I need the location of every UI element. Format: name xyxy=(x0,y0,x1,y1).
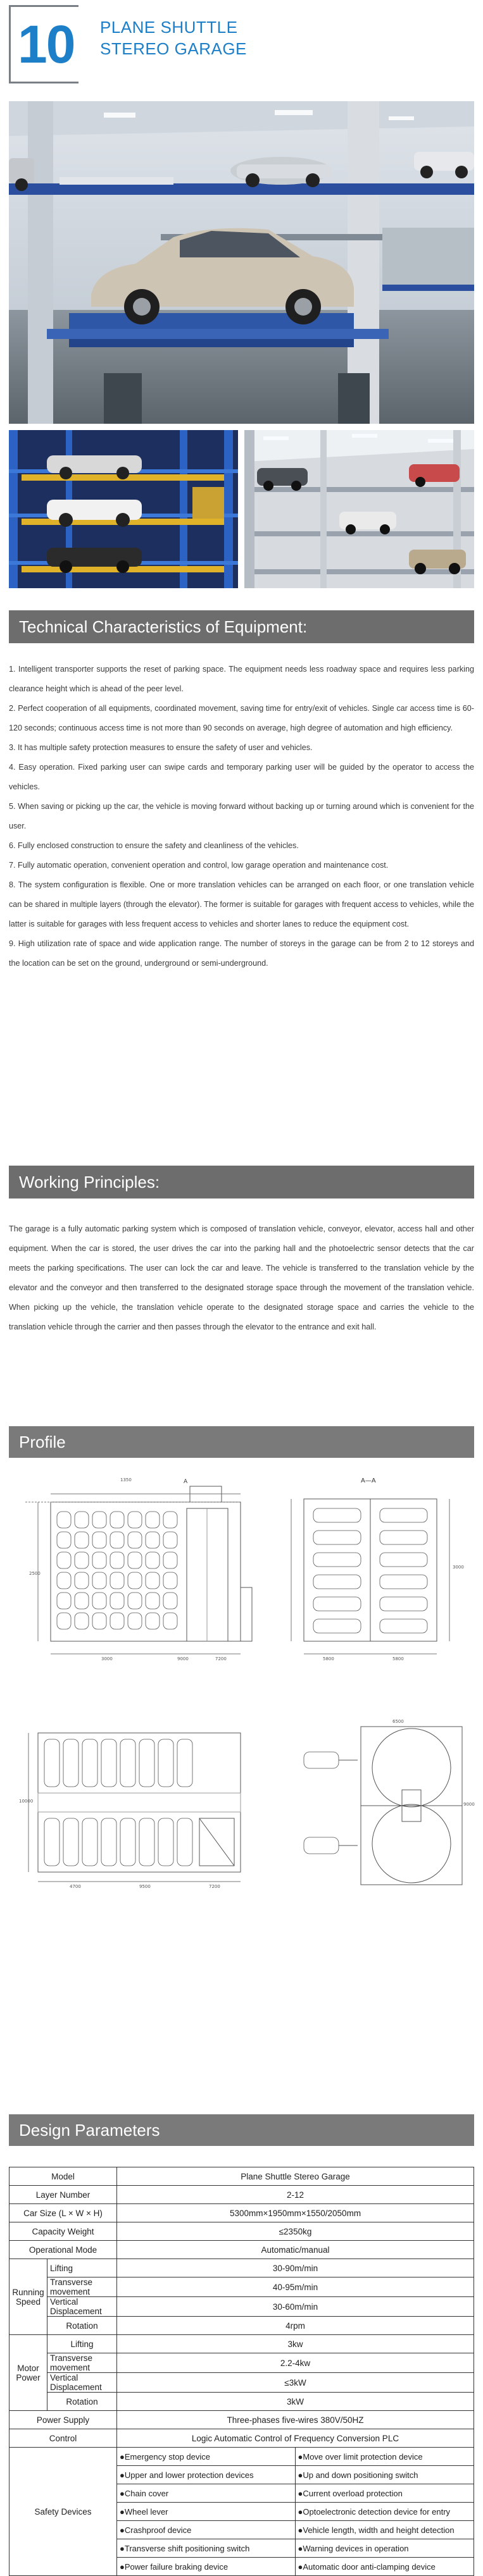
svg-text:7200: 7200 xyxy=(215,1656,227,1661)
param-label: Transverse movement xyxy=(47,2277,117,2297)
title-line-2: STEREO GARAGE xyxy=(100,39,247,58)
list-item: 9. High utilization rate of space and wide application range. The number of storeys in the garage can be from 2 to 12 storeys and the location can be set on the ground, underground or semi-underground. xyxy=(9,939,474,968)
svg-text:3000: 3000 xyxy=(453,1565,464,1570)
safety-item: ● Wheel lever xyxy=(117,2503,296,2521)
param-label: Operational Mode xyxy=(9,2241,117,2259)
safety-item: ● Automatic door anti-clamping device xyxy=(298,2561,436,2572)
section-view-label: A—A xyxy=(361,1477,376,1484)
safety-item: ● Optoelectronic detection device for entry xyxy=(296,2503,474,2521)
design-parameters-table xyxy=(9,2167,474,2576)
svg-text:3000: 3000 xyxy=(101,1656,113,1661)
title-line-1: PLANE SHUTTLE xyxy=(100,18,238,37)
profile-section-header: Profile xyxy=(9,1426,474,1458)
list-item: 5. When saving or picking up the car, the vehicle is moving forward without backing up or turning around which is convenient for the user. xyxy=(9,802,474,830)
table-row xyxy=(9,2373,474,2393)
list-item: 3. It has multiple safety protection measures to ensure the safety of user and vehicles. xyxy=(9,743,313,752)
rotating-hall-drawing xyxy=(298,1714,475,1891)
param-label: Rotation xyxy=(47,2317,117,2335)
table-row xyxy=(9,2241,474,2259)
svg-text:5800: 5800 xyxy=(323,1656,334,1661)
param-label: Control xyxy=(9,2429,117,2448)
safety-item: ● Upper and lower protection devices xyxy=(117,2466,296,2484)
table-row xyxy=(9,2277,474,2297)
param-label: Vertical Displacement xyxy=(47,2297,117,2317)
technical-section-header: Technical Characteristics of Equipment: xyxy=(9,610,474,643)
table-row xyxy=(9,2317,474,2335)
group-label: Motor Power xyxy=(9,2335,47,2411)
param-label: Power Supply xyxy=(9,2411,117,2429)
working-paragraph: The garage is a fully automatic parking system which is composed of translation vehicle, conveyor, elevator, access hall and other equipment. When the car is stored, the user drives the car into the parking hall and the photoelectric sensor detects that the car meets the parking specifications. The user can lock the car and leave. The vehicle is transferred to the translation vehicle by the elevator and the conveyor and then transferred to the designated storage space through the movement of the translation vehicle. When picking up the vehicle, the translation vehicle operate to the designated storage space and carries the vehicle to the translation vehicle through the carrier and then passes through the elevator to the entrance and exit hall. xyxy=(9,1224,474,1331)
param-value: Plane Shuttle Stereo Garage xyxy=(117,2167,474,2186)
param-label: Layer Number xyxy=(9,2186,117,2204)
safety-item: ● Emergency stop device xyxy=(117,2448,296,2466)
safety-item: ● Vehicle length, width and height detection xyxy=(296,2521,474,2539)
group-label: Running Speed xyxy=(9,2259,47,2335)
svg-text:9000: 9000 xyxy=(463,1802,475,1807)
table-row xyxy=(9,2259,474,2277)
param-value: 2-12 xyxy=(117,2186,474,2204)
safety-item: ● Transverse shift positioning switch xyxy=(117,2539,296,2558)
svg-text:9500: 9500 xyxy=(139,1884,151,1889)
list-item: 7. Fully automatic operation, convenient operation and control, low garage operation and maintenance cost. xyxy=(9,861,389,870)
param-label: Rotation xyxy=(47,2393,117,2411)
param-value: 4rpm xyxy=(117,2317,474,2335)
table-row xyxy=(9,2204,474,2222)
safety-item: ● Up and down positioning switch xyxy=(296,2466,474,2484)
table-row xyxy=(9,2297,474,2317)
svg-text:1350: 1350 xyxy=(120,1477,132,1482)
working-section-header: Working Principles: xyxy=(9,1166,474,1199)
list-item: 6. Fully enclosed construction to ensure the safety and cleanliness of the vehicles. xyxy=(9,841,299,850)
param-value: 2.2-4kw xyxy=(117,2353,474,2373)
plan-view-drawing xyxy=(19,1714,272,1891)
param-label: Vertical Displacement xyxy=(47,2373,117,2393)
list-item: 1. Intelligent transporter supports the reset of parking space. The equipment needs less roadway space and requires less parking clearance height which is ahead of the peer level. xyxy=(9,665,474,693)
param-label: Transverse movement xyxy=(47,2353,117,2373)
safety-item: ● Chain cover xyxy=(117,2484,296,2503)
table-row xyxy=(9,2222,474,2241)
param-value: ≤3kW xyxy=(117,2373,474,2393)
table-row xyxy=(9,2167,474,2186)
svg-text:10000: 10000 xyxy=(19,1799,34,1804)
section-number: 10 xyxy=(18,15,75,74)
param-label: Model xyxy=(9,2167,117,2186)
safety-item: ● Move over limit protection device xyxy=(296,2448,474,2466)
param-label: Lifting xyxy=(47,2335,117,2353)
svg-text:2500: 2500 xyxy=(29,1571,41,1576)
param-value: 30-60m/min xyxy=(117,2297,474,2317)
working-text xyxy=(9,1219,474,1337)
param-value: 30-90m/min xyxy=(117,2259,474,2277)
table-row xyxy=(9,2353,474,2373)
param-label: Car Size (L × W × H) xyxy=(9,2204,117,2222)
garage-racks-photo xyxy=(9,430,238,588)
param-value: 40-95m/min xyxy=(117,2277,474,2297)
section-arrow-label: A xyxy=(184,1479,188,1485)
side-elevation-drawing xyxy=(25,1474,266,1663)
safety-item: ● Crashproof device xyxy=(117,2521,296,2539)
param-value: 3kW xyxy=(117,2393,474,2411)
cross-section-drawing xyxy=(279,1474,468,1663)
param-value: 3kw xyxy=(117,2335,474,2353)
safety-devices-grid xyxy=(117,2448,474,2575)
page-title xyxy=(100,16,247,59)
table-row xyxy=(9,2429,474,2448)
svg-text:4700: 4700 xyxy=(70,1884,81,1889)
design-section-header: Design Parameters xyxy=(9,2114,474,2146)
param-value: ≤2350kg xyxy=(117,2222,474,2241)
param-label: Capacity Weight xyxy=(9,2222,117,2241)
param-value: Logic Automatic Control of Frequency Conversion PLC xyxy=(117,2429,474,2448)
param-value: 5300mm×1950mm×1550/2050mm xyxy=(117,2204,474,2222)
param-value: Automatic/manual xyxy=(117,2241,474,2259)
list-item: 8. The system configuration is flexible. One or more translation vehicles can be arranged on each floor, or one translation vehicle can be shared in multiple layers (through the elevator). The former is suitable for garages with frequent access to vehicles, while the latter is suitable for garages with less frequent access to vehicles and shorter lanes to reduce the equipment cost. xyxy=(9,880,474,928)
garage-lanes-photo xyxy=(244,430,474,588)
list-item: 2. Perfect cooperation of all equipments, coordinated movement, saving time for entry/exit of vehicles. Single car access time is 60-120 seconds; continuous access time is not more than 90 seconds on average, high degree of automation and high efficiency. xyxy=(9,704,474,732)
table-row xyxy=(9,2393,474,2411)
table-row xyxy=(9,2186,474,2204)
safety-item: ● Current overload protection xyxy=(296,2484,474,2503)
list-item: 4. Easy operation. Fixed parking user can swipe cards and temporary parking user will be guided by the operator to access the vehicles. xyxy=(9,763,474,791)
table-row xyxy=(9,2448,474,2576)
technical-list xyxy=(9,660,474,973)
param-label: Safety Devices xyxy=(9,2448,117,2576)
svg-text:6500: 6500 xyxy=(392,1719,404,1724)
table-row xyxy=(9,2411,474,2429)
safety-item: ● Power failure braking device xyxy=(117,2558,296,2575)
safety-item: ● Warning devices in operation xyxy=(296,2539,474,2558)
param-label: Lifting xyxy=(47,2259,117,2277)
svg-text:7200: 7200 xyxy=(209,1884,220,1889)
svg-text:5800: 5800 xyxy=(392,1656,404,1661)
param-value: Three-phases five-wires 380V/50HZ xyxy=(117,2411,474,2429)
table-row xyxy=(9,2335,474,2353)
svg-text:9000: 9000 xyxy=(177,1656,189,1661)
garage-main-photo xyxy=(9,101,474,424)
